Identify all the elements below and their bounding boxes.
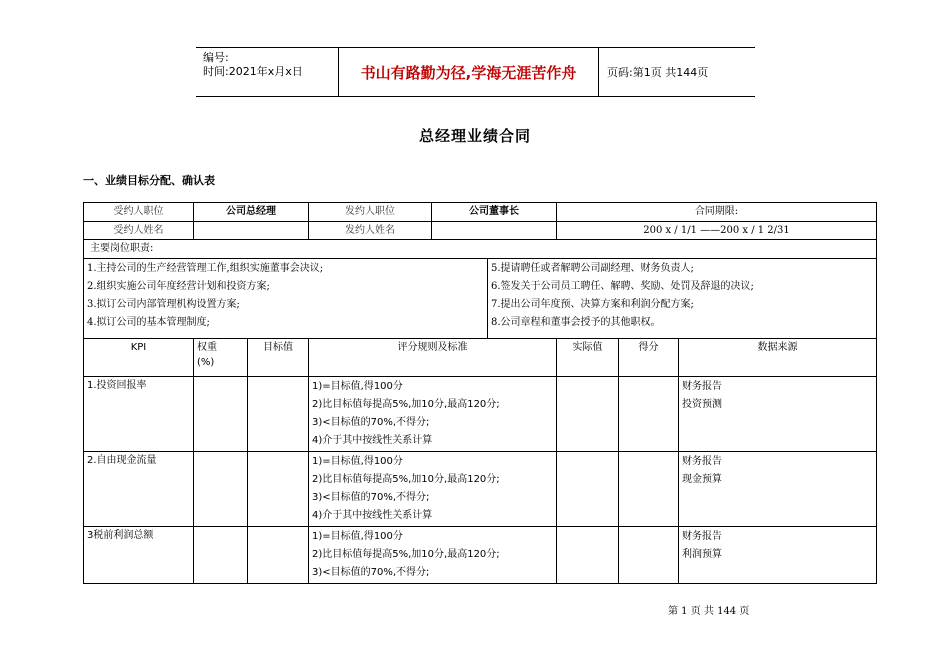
rule-line: 2)比目标值每提高5%,加10分,最高120分; xyxy=(312,398,500,410)
assignee-title-label: 受约人职位 xyxy=(84,203,194,222)
assignee-name-label: 受约人姓名 xyxy=(84,221,194,240)
score-cell xyxy=(619,376,679,451)
duties-label: 主要岗位职责: xyxy=(84,240,877,259)
kpi-name: 2.自由现金流量 xyxy=(84,451,194,526)
source-line: 利润预算 xyxy=(682,548,722,560)
assignee-name-value xyxy=(194,221,309,240)
source-line: 现金预算 xyxy=(682,473,722,485)
source-cell xyxy=(679,451,877,526)
rule-line: 3)<目标值的70%,不得分; xyxy=(312,491,430,503)
duties-left-cell xyxy=(84,258,488,338)
weight-header-text: 权重 xyxy=(197,341,217,353)
duty-item: 2.组织实施公司年度经营计划和投资方案; xyxy=(87,280,270,292)
rules-cell xyxy=(309,526,557,583)
header-meta xyxy=(196,48,339,96)
header-motto: 书山有路勤为径,学海无涯苦作舟 xyxy=(339,48,599,96)
rule-line: 4)介于其中按线性关系计算 xyxy=(312,509,433,521)
duty-item: 6.签发关于公司员工聘任、解聘、奖励、处罚及辞退的决议; xyxy=(491,280,754,292)
contract-table xyxy=(83,202,877,584)
page-footer: 第 1 页 共 144 页 xyxy=(668,606,750,617)
table-row xyxy=(84,451,877,526)
duty-item: 5.提请聘任或者解聘公司副经理、财务负责人; xyxy=(491,262,694,274)
rules-header: 评分规则及标准 xyxy=(309,338,557,376)
table-row xyxy=(84,526,877,583)
source-line: 财务报告 xyxy=(682,380,722,392)
actual-cell xyxy=(557,526,619,583)
duties-right-cell xyxy=(488,258,877,338)
score-header: 得分 xyxy=(619,338,679,376)
duty-item: 4.拟订公司的基本管理制度; xyxy=(87,316,210,328)
issuer-title-value: 公司董事长 xyxy=(432,203,557,222)
target-cell xyxy=(248,451,309,526)
rules-cell xyxy=(309,376,557,451)
period-label: 合同期限: xyxy=(557,203,877,222)
kpi-header-row xyxy=(84,338,877,376)
period-value: 200 x / 1/1 ——200 x / 1 2/31 xyxy=(557,221,877,240)
source-cell xyxy=(679,526,877,583)
target-cell xyxy=(248,526,309,583)
source-line: 投资预测 xyxy=(682,398,722,410)
issuer-name-value xyxy=(432,221,557,240)
rule-line: 1)=目标值,得100分 xyxy=(312,380,403,392)
rule-line: 1)=目标值,得100分 xyxy=(312,455,403,467)
page-number-label: 页码:第1页 共144页 xyxy=(607,66,709,79)
duty-item: 3.拟订公司内部管理机构设置方案; xyxy=(87,298,240,310)
actual-cell xyxy=(557,451,619,526)
issuer-title-label: 发约人职位 xyxy=(309,203,432,222)
rule-line: 2)比目标值每提高5%,加10分,最高120分; xyxy=(312,473,500,485)
weight-header xyxy=(194,338,248,376)
weight-cell xyxy=(194,526,248,583)
rule-line: 1)=目标值,得100分 xyxy=(312,530,403,542)
rule-line: 3)<目标值的70%,不得分; xyxy=(312,566,430,578)
actual-cell xyxy=(557,376,619,451)
rule-line: 3)<目标值的70%,不得分; xyxy=(312,416,430,428)
table-row xyxy=(84,376,877,451)
weight-unit-text: (%) xyxy=(197,357,215,368)
issuer-name-label: 发约人姓名 xyxy=(309,221,432,240)
rules-cell xyxy=(309,451,557,526)
rule-line: 4)介于其中按线性关系计算 xyxy=(312,434,433,446)
source-line: 财务报告 xyxy=(682,530,722,542)
duty-item: 7.提出公司年度预、决算方案和利润分配方案; xyxy=(491,298,694,310)
rule-line: 2)比目标值每提高5%,加10分,最高120分; xyxy=(312,548,500,560)
source-header: 数据来源 xyxy=(679,338,877,376)
target-header: 目标值 xyxy=(248,338,309,376)
target-cell xyxy=(248,376,309,451)
page-header xyxy=(196,47,755,97)
weight-cell xyxy=(194,451,248,526)
actual-header: 实际值 xyxy=(557,338,619,376)
kpi-name: 3税前利润总额 xyxy=(84,526,194,583)
score-cell xyxy=(619,526,679,583)
score-cell xyxy=(619,451,679,526)
source-cell xyxy=(679,376,877,451)
document-title: 总经理业绩合同 xyxy=(418,127,531,145)
weight-cell xyxy=(194,376,248,451)
kpi-header: KPI xyxy=(84,338,194,376)
time-label: 时间:2021年x月x日 xyxy=(203,65,303,78)
duty-item: 8.公司章程和董事会授予的其他职权。 xyxy=(491,316,661,328)
source-line: 财务报告 xyxy=(682,455,722,467)
kpi-name: 1.投资回报率 xyxy=(84,376,194,451)
section-title: 一、业绩目标分配、确认表 xyxy=(83,174,215,187)
number-label: 编号: xyxy=(203,51,229,64)
duty-item: 1.主持公司的生产经营管理工作,组织实施董事会决议; xyxy=(87,262,324,274)
assignee-title-value: 公司总经理 xyxy=(194,203,309,222)
